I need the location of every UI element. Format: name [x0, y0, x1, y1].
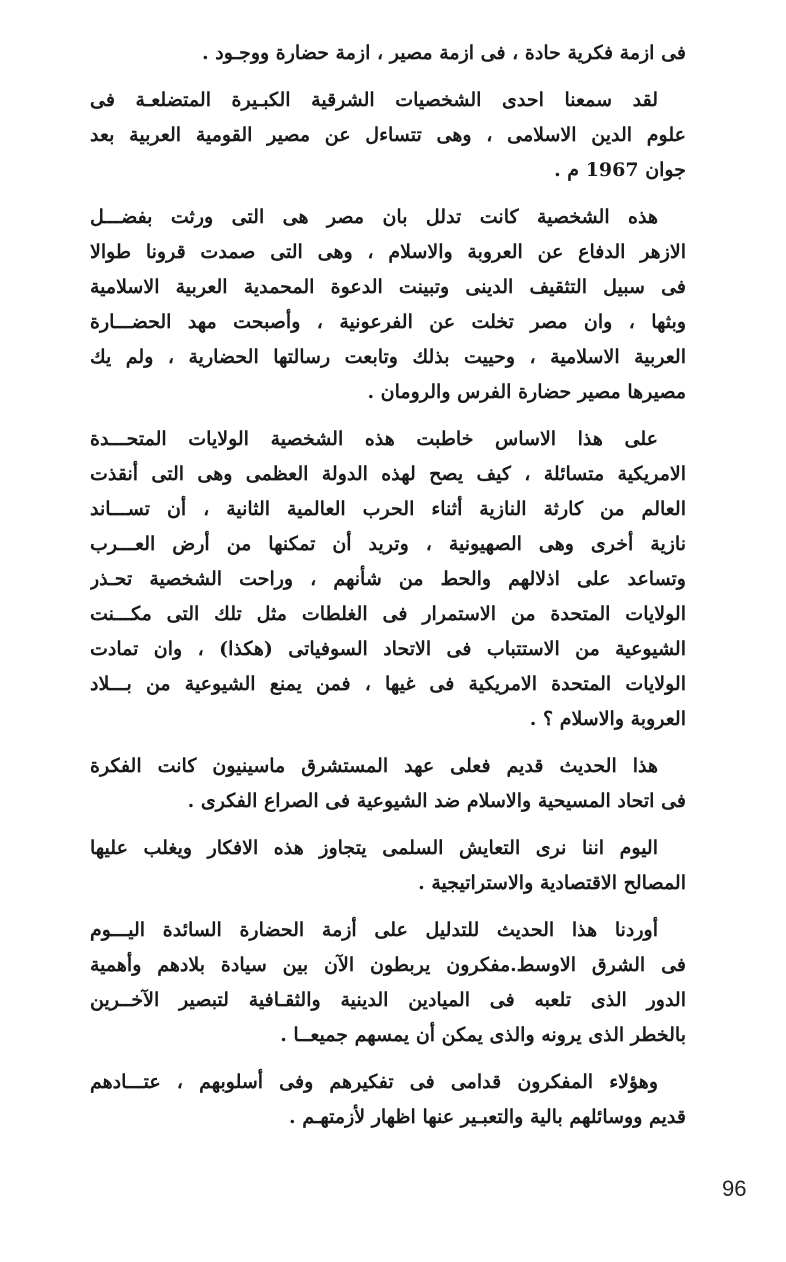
text-line: فى ازمة فكرية حادة ، فى ازمة مصير ، ازمة حضارة ووجـود . [202, 42, 686, 64]
paragraph [90, 200, 686, 410]
text-line: جوان 1967 م . [554, 159, 686, 181]
text-line: الدور الذى تلعبه فى الميادين الدينية والثقـافية لتبصير الآخــرين [90, 989, 686, 1011]
text-line: فى الشرق الاوسط.مفكرون يربطون الآن بين سيادة بلادهم وأهمية [90, 954, 686, 976]
text-line: الشيوعية من الاستتباب فى الاتحاد السوفياتى (هكذا) ، وان تمادت [90, 638, 686, 660]
text-line: العروبة والاسلام ؟ . [529, 708, 686, 730]
paragraph [90, 422, 686, 737]
text-line: وتساعد على اذلالهم والحط من شأنهم ، وراحت الشخصية تحـذر [90, 568, 686, 590]
text-line: نازية أخرى وهى الصهيونية ، وتريد أن تمكنها من أرض العـــرب [90, 533, 686, 555]
text-line: هذا الحديث قديم فعلى عهد المستشرق ماسينيون كانت الفكرة [90, 755, 658, 777]
text-line: فى سبيل التثقيف الدينى وتبينت الدعوة المحمدية العربية الاسلامية [90, 276, 686, 298]
text-line: بالخطر الذى يرونه والذى يمكن أن يمسهم جميعــا . [280, 1024, 686, 1046]
text-line: مصيرها مصير حضارة الفرس والرومان . [367, 381, 686, 403]
paragraph [90, 913, 686, 1053]
text-line: الولايات المتحدة الامريكية فى غيها ، فمن يمنع الشيوعية من بـــلاد [90, 673, 686, 695]
text-line: لقد سمعنا احدى الشخصيات الشرقية الكبـيرة المتضلعـة فى [90, 89, 658, 111]
text-line: الولايات المتحدة من الاستمرار فى الغلطات مثل تلك التى مكـــنت [90, 603, 686, 625]
text-line: فى اتحاد المسيحية والاسلام ضد الشيوعية فى الصراع الفكرى . [187, 790, 686, 812]
page-body [90, 36, 686, 1147]
paragraph [90, 749, 686, 819]
text-line: قديم ووسائلهم بالية والتعبـير عنها اظهار لأزمتهـم . [288, 1106, 686, 1128]
text-line: العربية الاسلامية ، وحييت بذلك وتابعت رسالتها الحضارية ، ولم يك [90, 346, 686, 368]
paragraph [90, 83, 686, 188]
text-line: هذه الشخصية كانت تدلل بان مصر هى التى ورثت بفضـــل [90, 206, 658, 228]
text-line: الامريكية متسائلة ، كيف يصح لهذه الدولة العظمى وهى التى أنقذت [90, 463, 686, 485]
paragraph [90, 1065, 686, 1135]
text-line: المصالح الاقتصادية والاستراتيجية . [418, 872, 686, 894]
text-line: أوردنا هذا الحديث للتدليل على أزمة الحضارة السائدة اليـــوم [90, 919, 658, 941]
text-line: على هذا الاساس خاطبت هذه الشخصية الولايات المتحـــدة [90, 428, 658, 450]
paragraph [90, 831, 686, 901]
text-line: اليوم اننا نرى التعايش السلمى يتجاوز هذه الافكار ويغلب عليها [90, 837, 658, 859]
text-line: العالم من كارثة النازية أثناء الحرب العالمية الثانية ، أن تســـاند [90, 498, 686, 520]
page-number: 96 [722, 1176, 747, 1201]
text-line: علوم الدين الاسلامى ، وهى تتساءل عن مصير القومية العربية بعد [90, 124, 686, 146]
paragraph [90, 36, 686, 71]
text-line: الازهر الدفاع عن العروبة والاسلام ، وهى التى صمدت قرونا طوالا [90, 241, 686, 263]
text-line: وبثها ، وان مصر تخلت عن الفرعونية ، وأصبحت مهد الحضـــارة [90, 311, 686, 333]
text-line: وهؤلاء المفكرون قدامى فى تفكيرهم وفى أسلوبهم ، عتـــادهم [90, 1071, 658, 1093]
